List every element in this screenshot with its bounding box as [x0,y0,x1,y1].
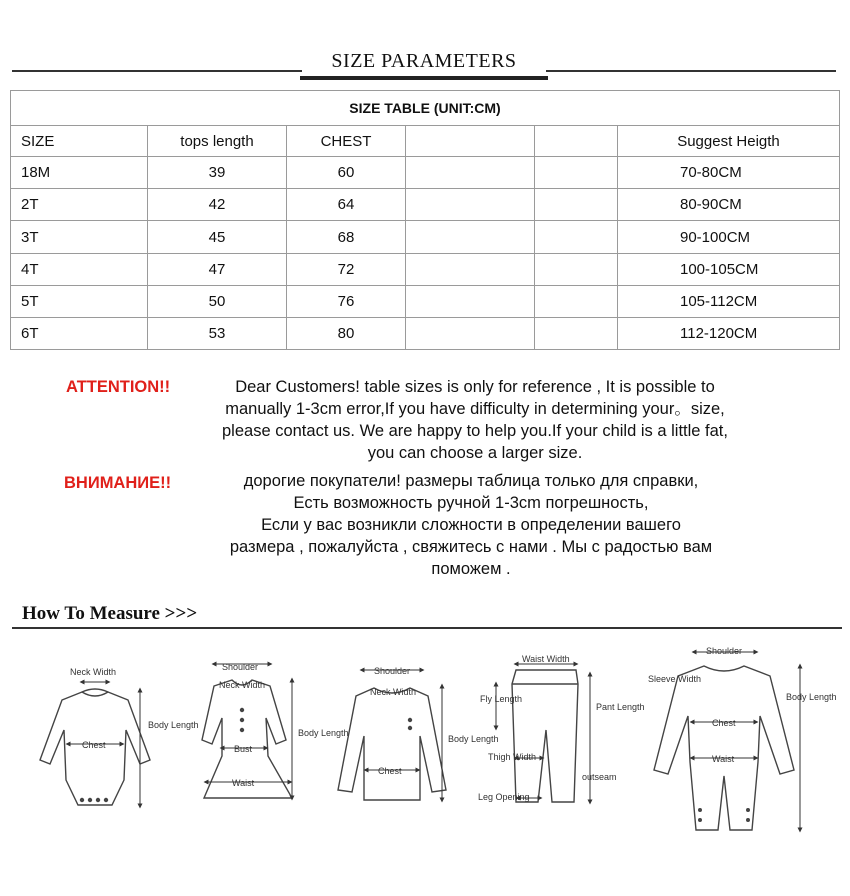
attention-line: please contact us. We are happy to help you.If your child is a little fat, [222,422,728,440]
cell-chest: 76 [287,285,406,317]
label-shoulder-romper: Shoulder [706,646,743,656]
attention-text-ru [186,470,756,580]
how-to-measure-title: How To Measure >>> [22,603,198,624]
cell-size: 18M [11,157,148,189]
attention-line: you can choose a larger size. [367,444,583,462]
col-header-chest: CHEST [287,126,406,157]
cell-empty [406,317,535,349]
attention-text [190,376,760,464]
table-row [11,253,840,285]
table-header-row [11,126,840,157]
cell-empty [406,285,535,317]
cell-suggest-height: 90-100CM [618,221,840,253]
cell-tops-length: 39 [148,157,287,189]
cell-suggest-height: 100-105CM [618,253,840,285]
cell-chest: 68 [287,221,406,253]
table-row [11,157,840,189]
cell-size: 4T [11,253,148,285]
cell-tops-length: 53 [148,317,287,349]
label-chest-romper: Chest [712,718,736,728]
label-waist-width: Waist Width [522,654,570,664]
cell-empty [406,189,535,221]
header-rule-left [12,70,302,72]
cell-suggest-height: 80-90CM [618,189,840,221]
col-header-tops-length: tops length [148,126,287,157]
attention-label-ru: ВНИМАНИЕ!! [64,474,172,492]
col-header-empty-2 [535,126,618,157]
label-neck-width: Neck Width [70,667,117,677]
label-body-length-romper: Body Length [786,692,837,702]
label-bust: Bust [234,744,253,754]
pants-illustration [512,670,578,802]
romper-illustration [654,666,794,830]
label-chest: Chest [82,740,106,750]
table-caption: SIZE TABLE (UNIT:CM) [11,91,840,126]
top-illustration [338,688,446,800]
cell-size: 5T [11,285,148,317]
how-to-measure-rule [12,627,842,629]
cell-size: 2T [11,189,148,221]
cell-empty [535,285,618,317]
label-outseam: outseam [582,772,617,782]
cell-empty [406,221,535,253]
attention-line-ru: размера , пожалуйста , свяжитесь с нами . Мы с радостью вам [229,538,713,556]
attention-line-ru: поможем . [431,560,511,578]
label-body-length: Body Length [148,720,199,730]
cell-empty [535,253,618,285]
cell-empty [535,317,618,349]
label-chest-top: Chest [378,766,402,776]
col-header-empty-1 [406,126,535,157]
label-waist-dress: Waist [232,778,255,788]
label-shoulder-dress: Shoulder [222,662,259,672]
table-row [11,317,840,349]
cell-suggest-height: 112-120CM [618,317,840,349]
cell-suggest-height: 70-80CM [618,157,840,189]
cell-tops-length: 42 [148,189,287,221]
cell-tops-length: 45 [148,221,287,253]
cell-suggest-height: 105-112CM [618,285,840,317]
label-sleeve-width: Sleeve Width [648,674,702,684]
measurement-diagrams [0,640,850,890]
label-fly-length: Fly Length [480,694,523,704]
attention-line-ru: Если у вас возникли сложности в определении вашего [261,516,681,534]
attention-line: manually 1-3cm error,If you have difficulty in determining your。size, [225,400,725,418]
label-neck-width-top: Neck Width [370,687,417,697]
table-row [11,285,840,317]
page-title: SIZE PARAMETERS [331,50,517,72]
cell-chest: 60 [287,157,406,189]
cell-empty [535,157,618,189]
cell-empty [535,221,618,253]
header-rule-right [546,70,836,72]
label-thigh-width: Thigh Width [488,752,537,762]
label-waist-romper: Waist [712,754,735,764]
attention-line-ru: дорогие покупатели! размеры таблица только для справки, [243,472,699,490]
size-parameters-header [0,48,850,78]
attention-label: ATTENTION!! [66,378,171,396]
attention-line: Dear Customers! table sizes is only for reference , It is possible to [235,378,715,396]
cell-size: 3T [11,221,148,253]
cell-empty [535,189,618,221]
col-header-size: SIZE [11,126,148,157]
label-shoulder-top: Shoulder [374,666,411,676]
cell-tops-length: 47 [148,253,287,285]
label-body-length-dress: Body Length [298,728,349,738]
header-underline [300,76,548,80]
label-body-length-top: Body Length [448,734,499,744]
cell-chest: 72 [287,253,406,285]
attention-line-ru: Есть возможность ручной 1-3cm погрешность, [293,494,649,512]
cell-tops-length: 50 [148,285,287,317]
cell-size: 6T [11,317,148,349]
label-neck-width-dress: Neck Width [219,680,266,690]
cell-empty [406,157,535,189]
size-table [10,90,840,350]
col-header-suggest-height: Suggest Heigth [618,126,840,157]
label-leg-opening: Leg Opening [478,792,530,802]
label-pant-length: Pant Length [596,702,645,712]
cell-empty [406,253,535,285]
cell-chest: 80 [287,317,406,349]
table-row [11,221,840,253]
cell-chest: 64 [287,189,406,221]
table-row [11,189,840,221]
